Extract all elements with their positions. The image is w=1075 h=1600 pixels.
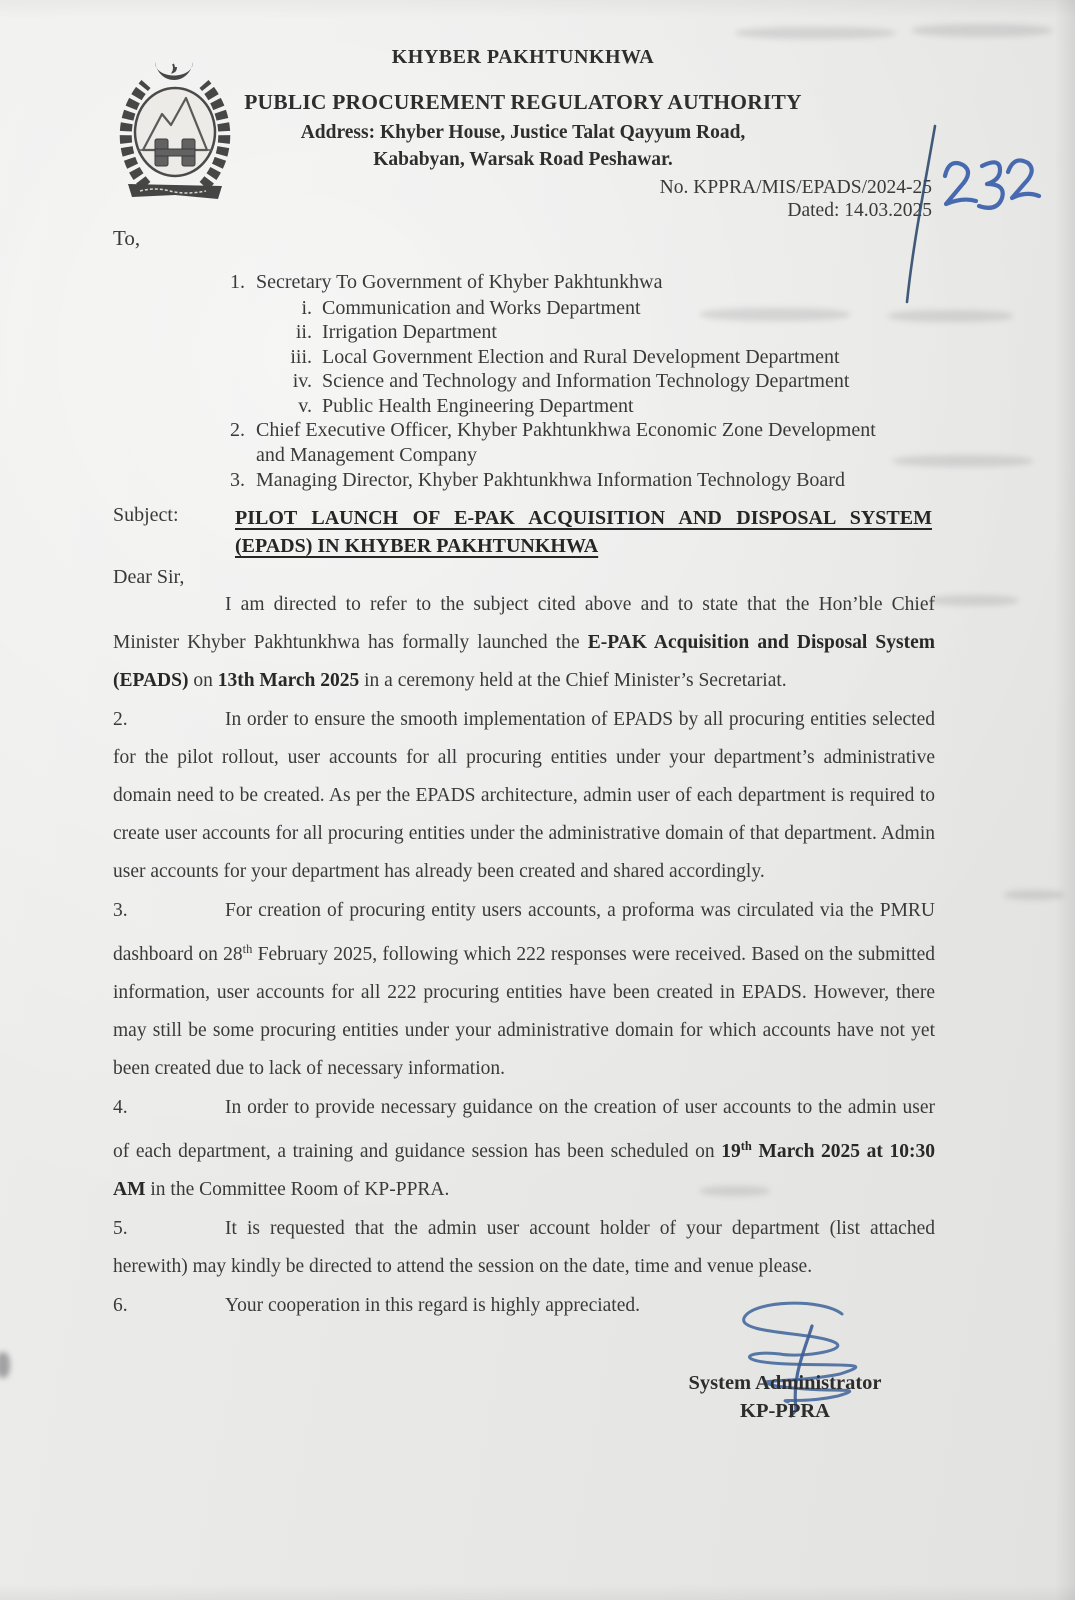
subject-label: Subject: [113,504,179,526]
paragraph-1 [113,586,935,700]
bold-segment: March 2025 at 10:30 AM [113,1141,935,1200]
recipient-item [230,468,935,493]
paragraph-4 [113,1089,935,1209]
paragraph-number: 2. [113,709,128,730]
text-segment: February 2025, following which 222 responses were received. Based on the submitted information, user accounts for all 222 procuring entities have been created in EPADS. However, there may still be some procuring entities under your administrative domain for which accounts have not yet been created due to lack of necessary information. [113,944,935,1079]
recipient-item [230,418,935,467]
sub-item-text: Public Health Engineering Department [322,394,634,417]
recipient-sub-item [230,320,935,345]
recipient-list [230,270,935,494]
recipient-sub-item [230,296,935,321]
text-segment: In order to provide necessary guidance on the creation of user accounts to the admin user of each department, a training and guidance session has been scheduled on [113,1097,935,1162]
text-segment: It is requested that the admin user account holder of your department (list attached herewith) may kindly be directed to attend the session on the date, time and venue please. [113,1218,935,1277]
paragraph-5 [113,1210,935,1286]
signer-title: System Administrator [688,1372,882,1394]
text-segment: I am directed to refer to the subject cited above and to state that the Hon’ble Chief Minister Khyber Pakhtunkhwa has formally launched the [113,594,935,653]
org-authority-title: PUBLIC PROCUREMENT REGULATORY AUTHORITY [244,90,802,114]
bold-segment: 19 [721,1141,741,1162]
text-segment: Your cooperation in this regard is highly appreciated. [225,1295,641,1316]
text-segment: in the Committee Room of KP-PPRA. [145,1179,450,1200]
org-address-line2: Kababyan, Warsak Road Peshawar. [373,149,673,170]
paragraph-3 [113,892,935,1088]
letter-date: Dated: 14.03.2025 [787,200,932,221]
recipient-item [230,270,935,295]
org-region-title: KHYBER PAKHTUNKHWA [391,46,655,68]
bold-segment: E-PAK Acquisition and Disposal System (EPADS) [113,632,935,691]
signer-org: KP-PPRA [740,1400,830,1422]
text-segment: In order to ensure the smooth implementation of EPADS by all procuring entities selected for the pilot rollout, user accounts for all procuring entities under your department’s administrative domain need to be created. As per the EPADS architecture, admin user of each department is required to create user accounts for all procuring entities under the administrative domain of that department. Admin user accounts for your department has already been created and shared accordingly. [113,709,935,882]
bleed-through-mark [912,24,1052,37]
org-address-line1: Address: Khyber House, Justice Talat Qayyum Road, [300,122,746,143]
subject-heading [235,504,932,560]
scan-edge-mark [0,1352,10,1378]
recipient-sub-item [230,369,935,394]
recipient-number: 2. [230,419,245,441]
letter-body [113,586,935,1326]
sub-item-text: Irrigation Department [322,321,497,343]
paragraph-number: 3. [113,900,128,921]
text-segment: For creation of procuring entity users accounts, a proforma was circulated via the PMRU dashboard on 28 [113,900,935,965]
sub-item-number: v. [298,394,312,417]
bleed-through-mark [735,27,895,39]
recipient-text: Secretary To Government of Khyber Pakhtunkhwa [256,271,663,293]
sub-item-number: iv. [292,370,312,392]
recipient-number: 3. [230,469,245,491]
superscript-segment: th [242,942,253,956]
recipient-number: 1. [230,271,245,293]
sub-item-text: Communication and Works Department [322,296,641,319]
to-label: To, [113,226,141,250]
bold-superscript-segment: th [740,1139,752,1153]
sub-item-number: iii. [290,345,312,368]
sub-item-text: Local Government Election and Rural Development Department [322,345,840,368]
scan-edge-shadow-right [1055,0,1075,1600]
sub-item-number: i. [301,296,312,319]
paragraph-number: 4. [113,1097,128,1118]
subject-line2: (EPADS) IN KHYBER PAKHTUNKHWA [235,535,599,557]
scan-edge-shadow-bottom [0,1584,1075,1600]
handwritten-232 [945,160,1039,207]
paragraph-number: 5. [113,1218,128,1239]
bleed-through-mark [930,595,1018,606]
reference-number: No. KPPRA/MIS/EPADS/2024-25 [659,177,932,198]
text-segment: in a ceremony held at the Chief Minister’s Secretariat. [359,670,787,691]
bold-segment: 13th March 2025 [217,670,360,691]
recipient-text: Managing Director, Khyber Pakhtunkhwa Information Technology Board [256,469,845,491]
sub-item-text: Science and Technology and Information Technology Department [322,370,850,392]
recipient-sub-item [230,394,935,419]
subject-line1: PILOT LAUNCH OF E-PAK ACQUISITION AND DISPOSAL SYSTEM [235,507,932,529]
signature-block [655,1372,915,1423]
letterhead [150,46,896,171]
subject-block [113,504,935,560]
paragraph-number: 6. [113,1295,128,1316]
recipient-sub-item [230,345,935,370]
greeting: Dear Sir, [113,566,185,588]
recipient-text: Chief Executive Officer, Khyber Pakhtunkhwa Economic Zone Development and Management Company [256,419,876,466]
sub-item-number: ii. [295,321,312,343]
paragraph-2 [113,701,935,891]
text-segment: on [188,670,218,691]
